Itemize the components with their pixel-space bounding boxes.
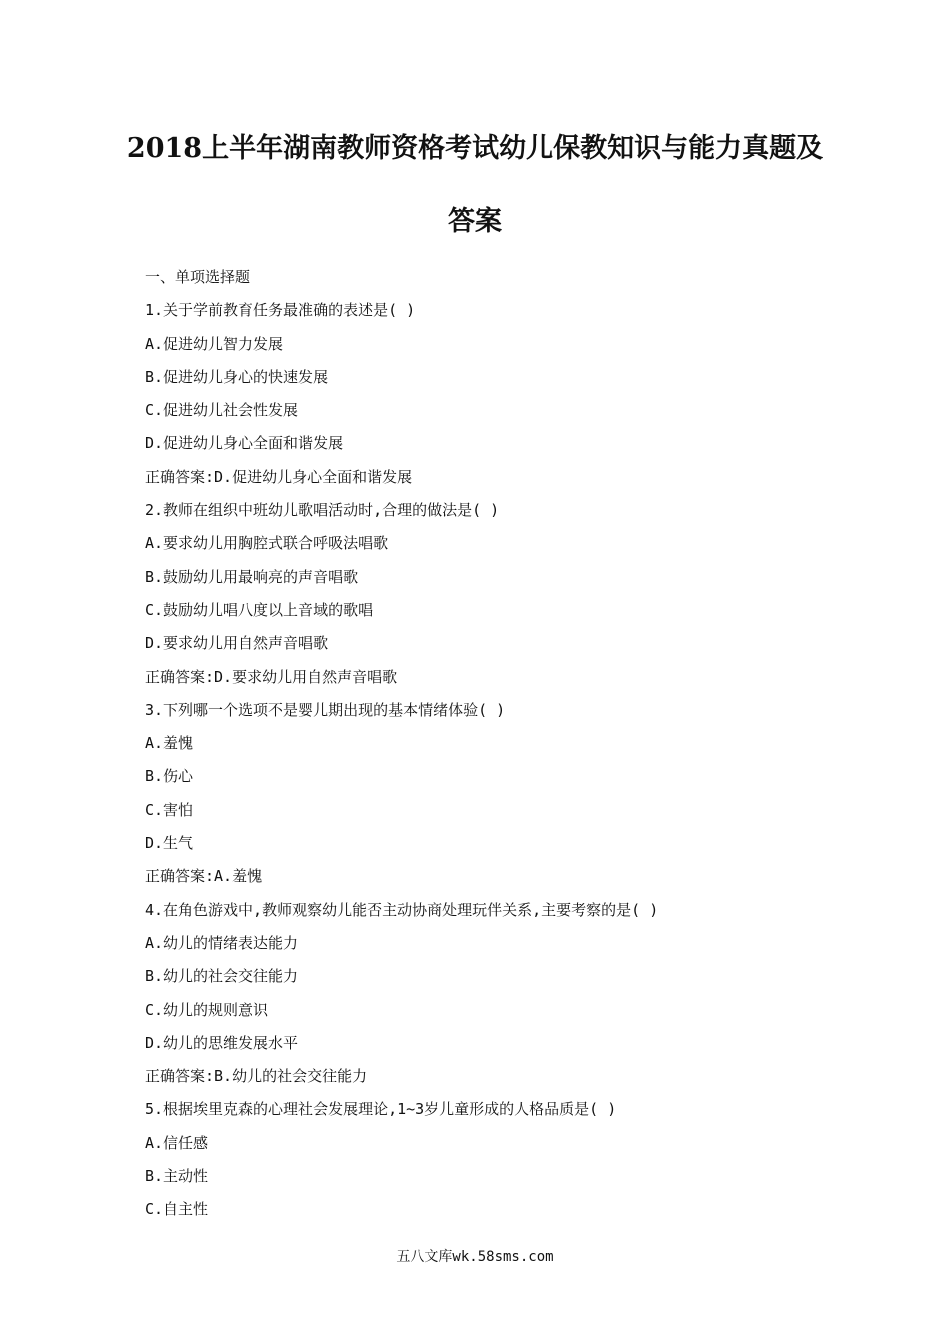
question-5-option-a: A.信任感 xyxy=(145,1133,209,1152)
question-3-option-d: D.生气 xyxy=(145,834,194,853)
question-4: 4.在角色游戏中,教师观察幼儿能否主动协商处理玩伴关系,主要考察的是( ) xyxy=(145,900,659,919)
question-2-option-a: A.要求幼儿用胸腔式联合呼吸法唱歌 xyxy=(145,534,389,553)
document-body xyxy=(145,261,825,1227)
question-4-option-b: B.幼儿的社会交往能力 xyxy=(145,967,299,986)
question-3-option-b: B.伤心 xyxy=(145,767,194,786)
question-2-option-d: D.要求幼儿用自然声音唱歌 xyxy=(145,634,329,653)
question-4-option-a: A.幼儿的情绪表达能力 xyxy=(145,933,299,952)
question-3: 3.下列哪一个选项不是婴儿期出现的基本情绪体验( ) xyxy=(145,700,506,719)
question-4-option-c: C.幼儿的规则意识 xyxy=(145,1000,269,1019)
page-footer: 五八文库wk.58sms.com xyxy=(396,1249,554,1265)
question-5: 5.根据埃里克森的心理社会发展理论,1~3岁儿童形成的人格品质是( ) xyxy=(145,1100,617,1119)
question-1-answer: 正确答案:D.促进幼儿身心全面和谐发展 xyxy=(145,467,413,486)
question-1-option-a: A.促进幼儿智力发展 xyxy=(145,334,284,353)
question-5-option-c: C.自主性 xyxy=(145,1200,209,1219)
question-1-option-d: D.促进幼儿身心全面和谐发展 xyxy=(145,434,344,453)
question-1-option-b: B.促进幼儿身心的快速发展 xyxy=(145,367,329,386)
question-2-answer: 正确答案:D.要求幼儿用自然声音唱歌 xyxy=(145,667,398,686)
document-title-line-2: 答案 xyxy=(448,206,502,237)
question-4-option-d: D.幼儿的思维发展水平 xyxy=(145,1033,299,1052)
question-1-option-c: C.促进幼儿社会性发展 xyxy=(145,401,299,420)
question-5-option-b: B.主动性 xyxy=(145,1167,209,1186)
question-1: 1.关于学前教育任务最准确的表述是( ) xyxy=(145,301,416,320)
question-3-option-c: C.害怕 xyxy=(145,800,194,819)
question-2: 2.教师在组织中班幼儿歌唱活动时,合理的做法是( ) xyxy=(145,501,500,520)
section-heading: 一、单项选择题 xyxy=(145,268,251,286)
question-4-answer: 正确答案:B.幼儿的社会交往能力 xyxy=(145,1067,368,1086)
question-2-option-c: C.鼓励幼儿唱八度以上音域的歌唱 xyxy=(145,600,374,619)
question-2-option-b: B.鼓励幼儿用最响亮的声音唱歌 xyxy=(145,567,359,586)
question-3-answer: 正确答案:A.羞愧 xyxy=(145,867,263,886)
question-3-option-a: A.羞愧 xyxy=(145,734,194,753)
document-title-line-1: 2018上半年湖南教师资格考试幼儿保教知识与能力真题及 xyxy=(126,133,824,164)
